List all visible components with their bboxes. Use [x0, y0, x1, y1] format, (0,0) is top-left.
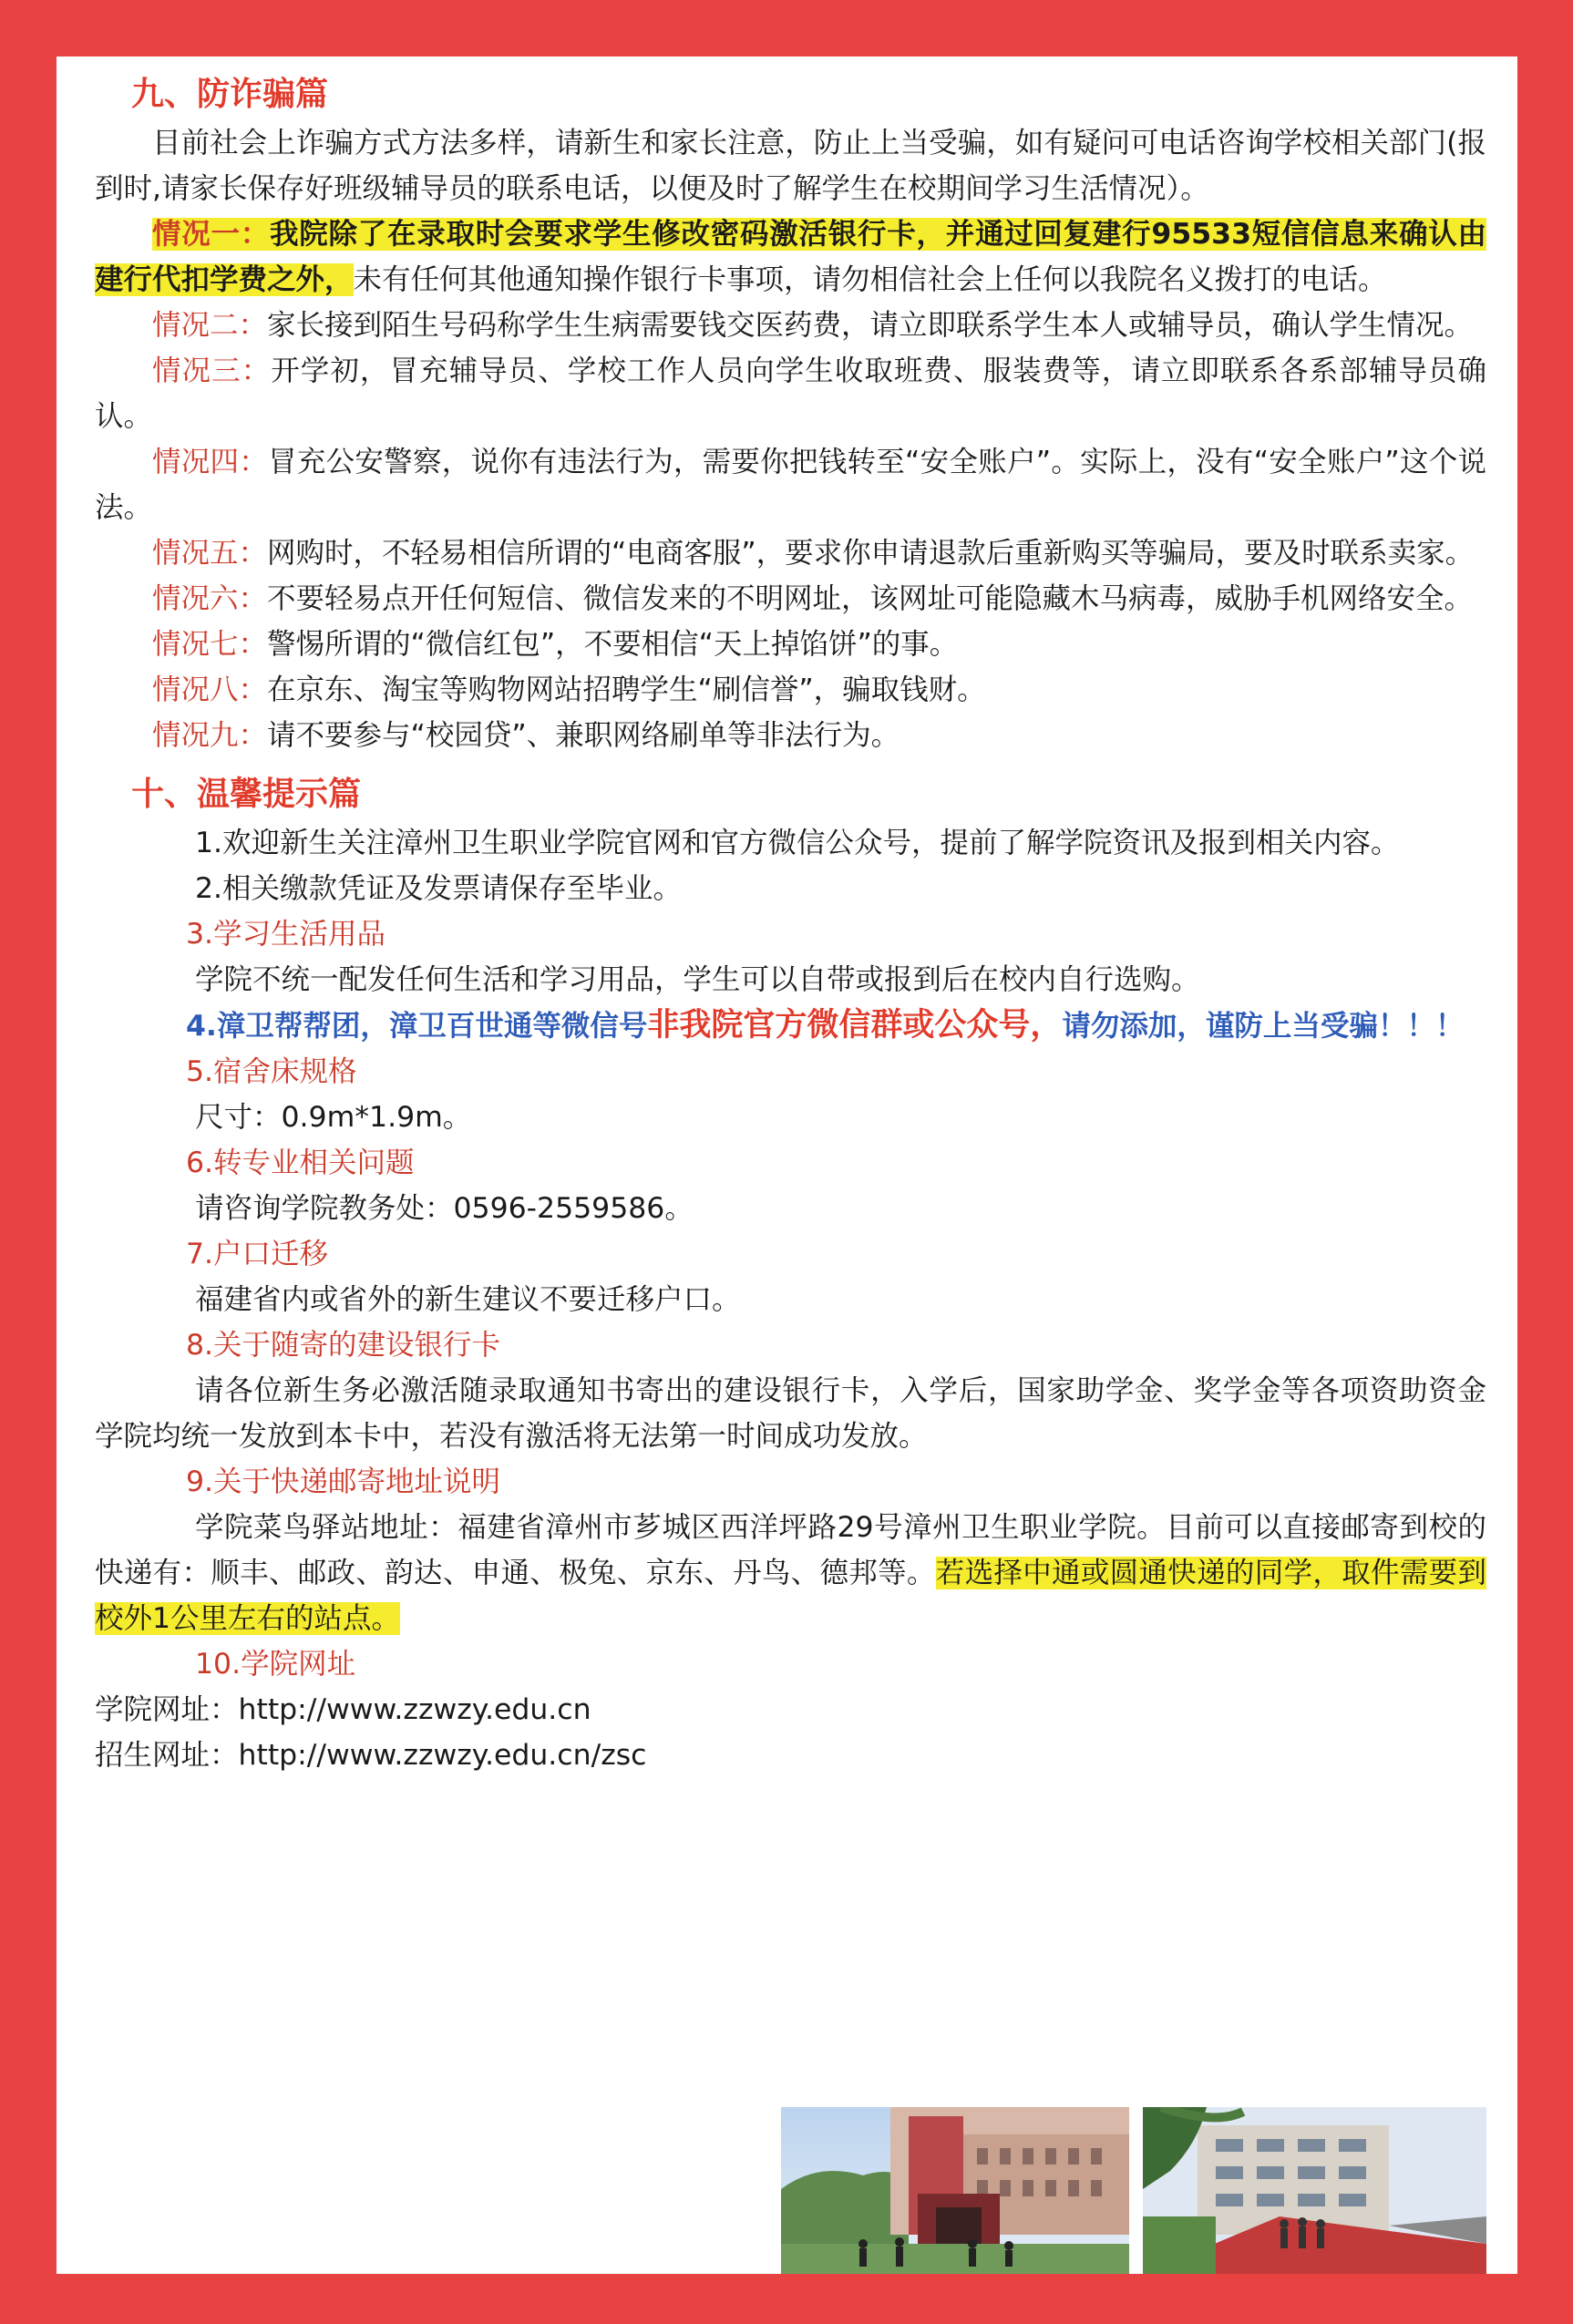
tip-8-text: 请各位新生务必激活随录取通知书寄出的建设银行卡，入学后，国家助学金、奖学金等各项资助资金学院均统一发放到本卡中，若没有激活将无法第一时间成功发放。 — [95, 1374, 1486, 1453]
case-7: 情况七：警惕所谓的“微信红包”，不要相信“天上掉馅饼”的事。 — [152, 628, 959, 661]
case-3: 情况三：开学初，冒充辅导员、学校工作人员向学生收取班费、服装费等，请立即联系各系部辅导员确认。 — [95, 355, 1486, 433]
tip-9-title: 9.关于快递邮寄地址说明 — [186, 1465, 501, 1498]
tip-8-title: 8.关于随寄的建设银行卡 — [186, 1329, 501, 1362]
admission-site: 招生网址：http://www.zzwzy.edu.cn/zsc — [95, 1739, 647, 1772]
tip-4: 4.漳卫帮帮团，漳卫百世通等微信号非我院官方微信群或公众号，请勿添加，谨防上当受骗！！！ — [186, 1007, 1465, 1044]
college-site-link[interactable]: http://www.zzwzy.edu.cn — [238, 1693, 591, 1726]
case-1: 情况一：我院除了在录取时会要求学生修改密码激活银行卡，并通过回复建行95533短信信息来确认由建行代扣学费之外，未有任何其他通知操作银行卡事项，请勿相信社会上任何以我院名义拨打的电话。 — [95, 218, 1486, 296]
case-6: 情况六：不要轻易点开任何短信、微信发来的不明网址，该网址可能隐藏木马病毒，威胁手机网络安全。 — [152, 582, 1474, 615]
tip-2: 2.相关缴款凭证及发票请保存至毕业。 — [195, 872, 683, 905]
tip-1: 1.欢迎新生关注漳州卫生职业学院官网和官方微信公众号，提前了解学院资讯及报到相关内容。 — [195, 827, 1400, 859]
tip-7-text: 福建省内或省外的新生建议不要迁移户口。 — [195, 1283, 741, 1316]
tip-7-title: 7.户口迁移 — [186, 1238, 329, 1270]
case-9: 情况九：请不要参与“校园贷”、兼职网络刷单等非法行为。 — [152, 719, 900, 752]
tip-6-text: 请咨询学院教务处：0596-2559586。 — [195, 1192, 694, 1225]
campus-photo-walkway — [1143, 2107, 1486, 2274]
section10-title: 十、温馨提示篇 — [131, 776, 362, 813]
admission-site-link[interactable]: http://www.zzwzy.edu.cn/zsc — [238, 1739, 647, 1772]
tip-5-text: 尺寸：0.9m*1.9m。 — [195, 1101, 472, 1134]
tip-3-title: 3.学习生活用品 — [186, 918, 386, 951]
case-5: 情况五：网购时，不轻易相信所谓的“电商客服”，要求你申请退款后重新购买等骗局，要及时联系卖家。 — [152, 537, 1475, 570]
college-site: 学院网址：http://www.zzwzy.edu.cn — [95, 1693, 591, 1726]
notice-page — [57, 57, 1517, 2274]
tip-6-title: 6.转专业相关问题 — [186, 1147, 415, 1179]
tip-10-title: 10.学院网址 — [195, 1648, 356, 1681]
case-8: 情况八：在京东、淘宝等购物网站招聘学生“刷信誉”，骗取钱财。 — [152, 674, 986, 706]
case-4: 情况四：冒充公安警察，说你有违法行为，需要你把钱转至“安全账户”。实际上，没有“安全账户”这个说法。 — [95, 446, 1486, 524]
tip-5-title: 5.宿舍床规格 — [186, 1055, 357, 1088]
section9-title: 九、防诈骗篇 — [131, 76, 329, 113]
case-2: 情况二：家长接到陌生号码称学生生病需要钱交医药费，请立即联系学生本人或辅导员，确认学生情况。 — [152, 309, 1474, 342]
tip-3-text: 学院不统一配发任何生活和学习用品，学生可以自带或报到后在校内自行选购。 — [195, 963, 1200, 996]
tip-9-highlight: 若选择中通或圆通快递的同学，取件需要到校外1公里左右的站点。 — [95, 1557, 1486, 1635]
campus-photo-building — [781, 2107, 1129, 2274]
tip-9-text: 学院菜鸟驿站地址：福建省漳州市芗城区西洋坪路29号漳州卫生职业学院。目前可以直接邮寄到校的快递有：顺丰、邮政、韵达、申通、极兔、京东、丹鸟、德邦等。若选择中通或圆通快递的同学，取件需要到校外1公里左右的站点。 — [95, 1511, 1486, 1635]
section9-intro: 目前社会上诈骗方式方法多样，请新生和家长注意，防止上当受骗，如有疑问可电话咨询学校相关部门(报到时,请家长保存好班级辅导员的联系电话，以便及时了解学生在校期间学习生活情况）。 — [95, 127, 1486, 205]
